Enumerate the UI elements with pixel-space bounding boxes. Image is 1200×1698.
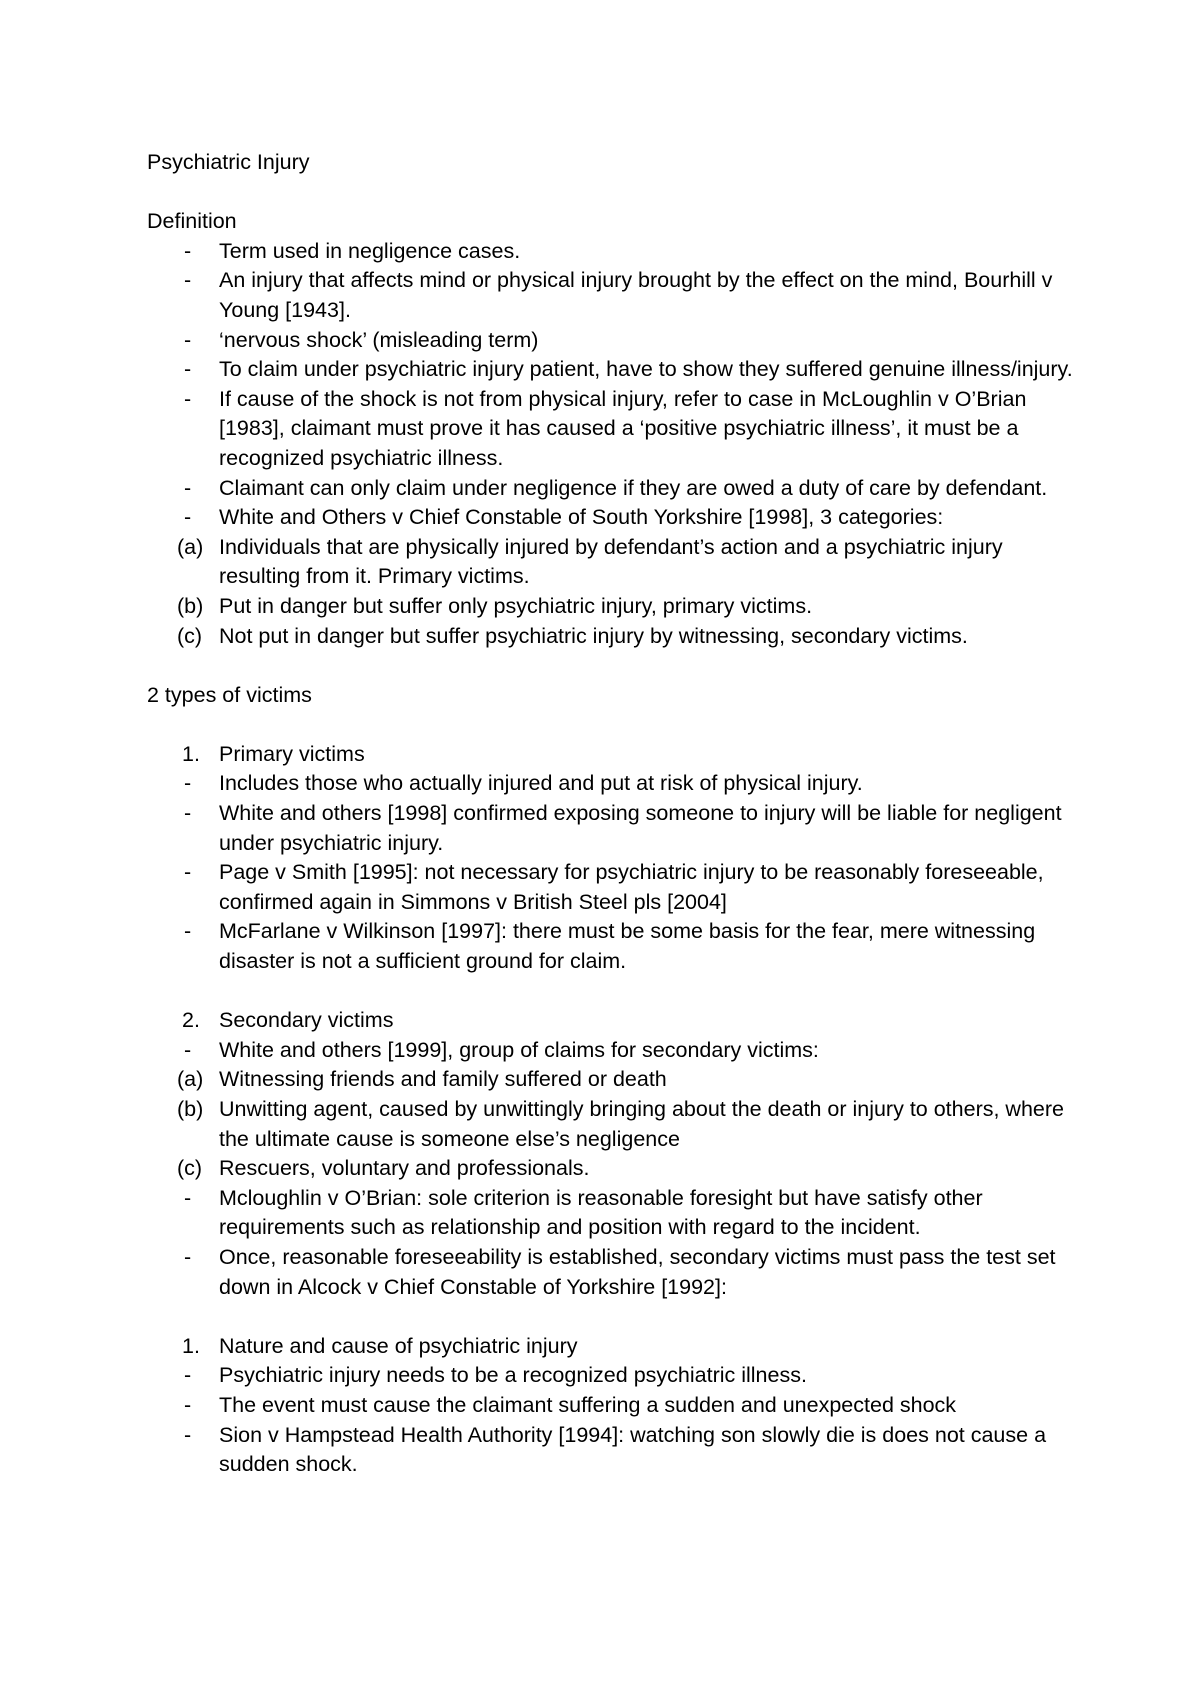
list-item-text: Unwitting agent, caused by unwittingly bringing about the death or injury to others, where the ultimate cause is someone else’s negligence (219, 1097, 1064, 1151)
list-item-text: The event must cause the claimant suffering a sudden and unexpected shock (219, 1392, 957, 1417)
list-item (147, 769, 1077, 799)
list-item-text: White and Others v Chief Constable of South Yorkshire [1998], 3 categories: (219, 505, 944, 530)
definition-list (147, 237, 1077, 651)
bullet-marker: - (184, 1363, 192, 1388)
section-label: Nature and cause of psychiatric injury (219, 1333, 578, 1358)
numbered-heading (147, 1006, 1077, 1036)
list-item (147, 1154, 1077, 1184)
list-item (147, 1184, 1077, 1243)
list-item (147, 1036, 1077, 1066)
list-item (147, 1421, 1077, 1480)
bullet-marker: - (184, 860, 192, 885)
spacer (147, 651, 1077, 681)
list-item (147, 1065, 1077, 1095)
list-item-text: Claimant can only claim under negligence if they are owed a duty of care by defendant. (219, 475, 1048, 500)
numbered-heading (147, 1332, 1077, 1362)
section-label: Secondary victims (219, 1008, 394, 1033)
number-marker: 1. (182, 741, 200, 766)
list-item (147, 533, 1077, 592)
spacer (147, 977, 1077, 1007)
list-item (147, 474, 1077, 504)
primary-victims-section (147, 740, 1077, 977)
list-item-text: Page v Smith [1995]: not necessary for psychiatric injury to be reasonably foreseeable, confirmed again in Simmons v British Steel pls [2004] (219, 860, 1044, 914)
bullet-marker: - (184, 505, 192, 530)
bullet-marker: - (184, 801, 192, 826)
spacer (147, 178, 1077, 208)
document-body (147, 148, 1077, 1480)
list-item-text: Sion v Hampstead Health Authority [1994]: watching son slowly die is does not cause a sudden shock. (219, 1422, 1047, 1477)
spacer (147, 710, 1077, 740)
list-item-text: Mcloughlin v O’Brian: sole criterion is reasonable foresight but have satisfy other requirements such as relationship and position with regard to the incident. (219, 1185, 983, 1240)
letter-marker: (b) (177, 593, 204, 618)
list-item (147, 592, 1077, 622)
list-item-text: To claim under psychiatric injury patient, have to show they suffered genuine illness/injury. (219, 357, 1073, 382)
list-item (147, 355, 1077, 385)
letter-marker: (b) (177, 1097, 204, 1121)
list-item (147, 1361, 1077, 1391)
list-item-text: An injury that affects mind or physical injury brought by the effect on the mind, Bourhill v Young [1943]. (219, 268, 1053, 322)
list-item-text: McFarlane v Wilkinson [1997]: there must be some basis for the fear, mere witnessing disaster is not a sufficient ground for claim. (219, 919, 1036, 974)
list-item (147, 799, 1077, 858)
list-item (147, 1095, 1077, 1154)
list-item-text: White and others [1998] confirmed exposing someone to injury will be liable for negligent under psychiatric injury. (219, 801, 1062, 855)
list-item (147, 326, 1077, 356)
list-item-text: Once, reasonable foreseeability is established, secondary victims must pass the test set down in Alcock v Chief Constable of Yorkshire [1992]: (219, 1244, 1056, 1299)
list-item-text: Not put in danger but suffer psychiatric injury by witnessing, secondary victims. (219, 623, 968, 648)
bullet-marker: - (184, 1392, 192, 1417)
list-item-text: Term used in negligence cases. (219, 238, 521, 263)
section-label: Primary victims (219, 741, 365, 766)
list-item-text: White and others [1999], group of claims for secondary victims: (219, 1037, 819, 1062)
list-item (147, 622, 1077, 652)
list-item (147, 1391, 1077, 1421)
page-title: Psychiatric Injury (147, 150, 310, 174)
definition-heading: Definition (147, 209, 237, 234)
list-item (147, 237, 1077, 267)
types-heading: 2 types of victims (147, 682, 312, 707)
list-item-text: If cause of the shock is not from physical injury, refer to case in McLoughlin v O’Brian [1983], claimant must prove it has caused a ‘positive psychiatric illness’, it must be a recognized psychiatric illness. (219, 386, 1027, 470)
list-item (147, 917, 1077, 976)
bullet-marker: - (184, 238, 192, 263)
list-item (147, 266, 1077, 325)
list-item-text: ‘nervous shock’ (misleading term) (219, 327, 539, 352)
bullet-marker: - (184, 1244, 192, 1269)
list-item-text: Includes those who actually injured and put at risk of physical injury. (219, 771, 863, 796)
letter-marker: (a) (177, 534, 204, 559)
nature-cause-section (147, 1332, 1077, 1480)
bullet-marker: - (184, 919, 192, 944)
bullet-marker: - (184, 327, 192, 352)
list-item-text: Rescuers, voluntary and professionals. (219, 1156, 590, 1181)
secondary-victims-section (147, 1006, 1077, 1302)
list-item (147, 385, 1077, 474)
letter-marker: (c) (177, 1156, 203, 1181)
spacer (147, 1302, 1077, 1332)
bullet-marker: - (184, 1185, 192, 1210)
bullet-marker: - (184, 357, 192, 382)
letter-marker: (c) (177, 623, 203, 648)
numbered-heading (147, 740, 1077, 770)
number-marker: 1. (182, 1333, 200, 1358)
list-item-text: Put in danger but suffer only psychiatric injury, primary victims. (219, 593, 813, 618)
number-marker: 2. (182, 1008, 200, 1033)
bullet-marker: - (184, 386, 192, 411)
bullet-marker: - (184, 1037, 192, 1062)
bullet-marker: - (184, 1422, 192, 1447)
bullet-marker: - (184, 268, 192, 293)
letter-marker: (a) (177, 1067, 204, 1092)
list-item-text: Witnessing friends and family suffered or death (219, 1067, 667, 1092)
list-item (147, 1243, 1077, 1302)
bullet-marker: - (184, 475, 192, 500)
list-item (147, 858, 1077, 917)
bullet-marker: - (184, 771, 192, 796)
list-item-text: Individuals that are physically injured by defendant’s action and a psychiatric injury resulting from it. Primary victims. (219, 534, 1003, 589)
list-item (147, 503, 1077, 533)
list-item-text: Psychiatric injury needs to be a recognized psychiatric illness. (219, 1363, 807, 1388)
